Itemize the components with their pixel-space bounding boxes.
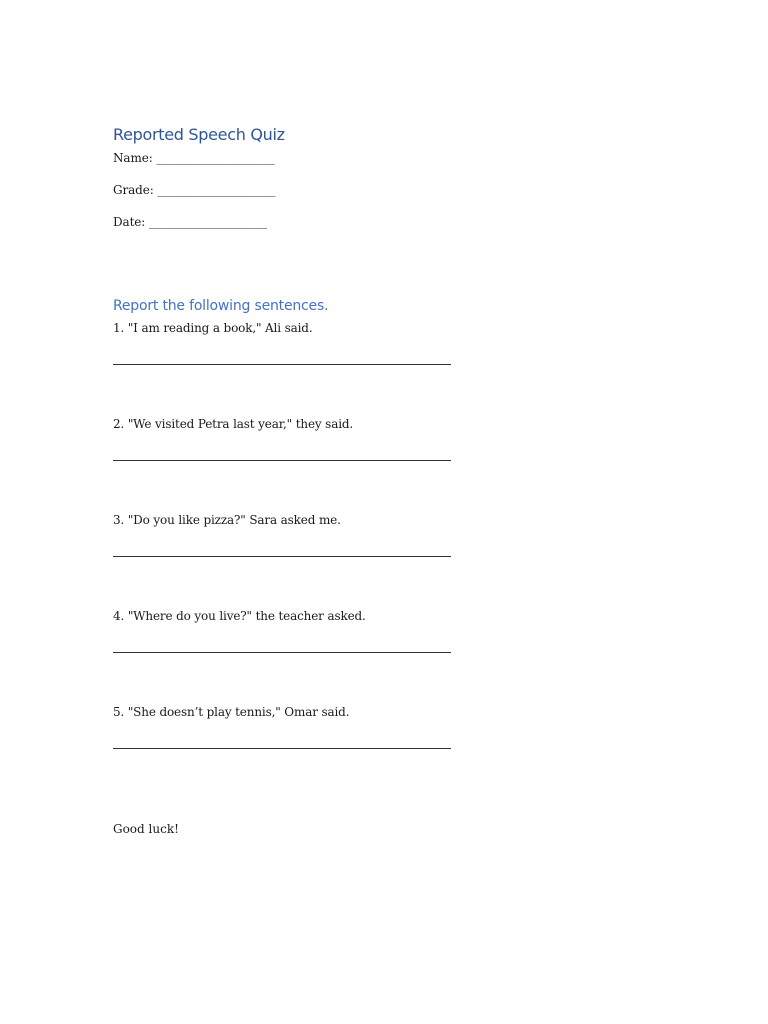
answer-line-4 xyxy=(113,652,451,653)
date-field: Date: ____________________ xyxy=(113,215,267,229)
question-1: 1. "I am reading a book," Ali said. xyxy=(113,321,313,335)
question-3: 3. "Do you like pizza?" Sara asked me. xyxy=(113,513,341,527)
question-5: 5. "She doesn’t play tennis," Omar said. xyxy=(113,705,350,719)
instructions-heading: Report the following sentences. xyxy=(113,298,329,314)
quiz-title: Reported Speech Quiz xyxy=(113,125,285,144)
answer-line-5 xyxy=(113,748,451,749)
grade-field: Grade: ____________________ xyxy=(113,183,276,197)
question-2: 2. "We visited Petra last year," they said. xyxy=(113,417,354,431)
answer-line-3 xyxy=(113,556,451,557)
answer-line-1 xyxy=(113,364,451,365)
closing-text: Good luck! xyxy=(113,822,179,836)
question-4: 4. "Where do you live?" the teacher asked. xyxy=(113,609,366,623)
name-field: Name: ____________________ xyxy=(113,151,275,165)
answer-line-2 xyxy=(113,460,451,461)
